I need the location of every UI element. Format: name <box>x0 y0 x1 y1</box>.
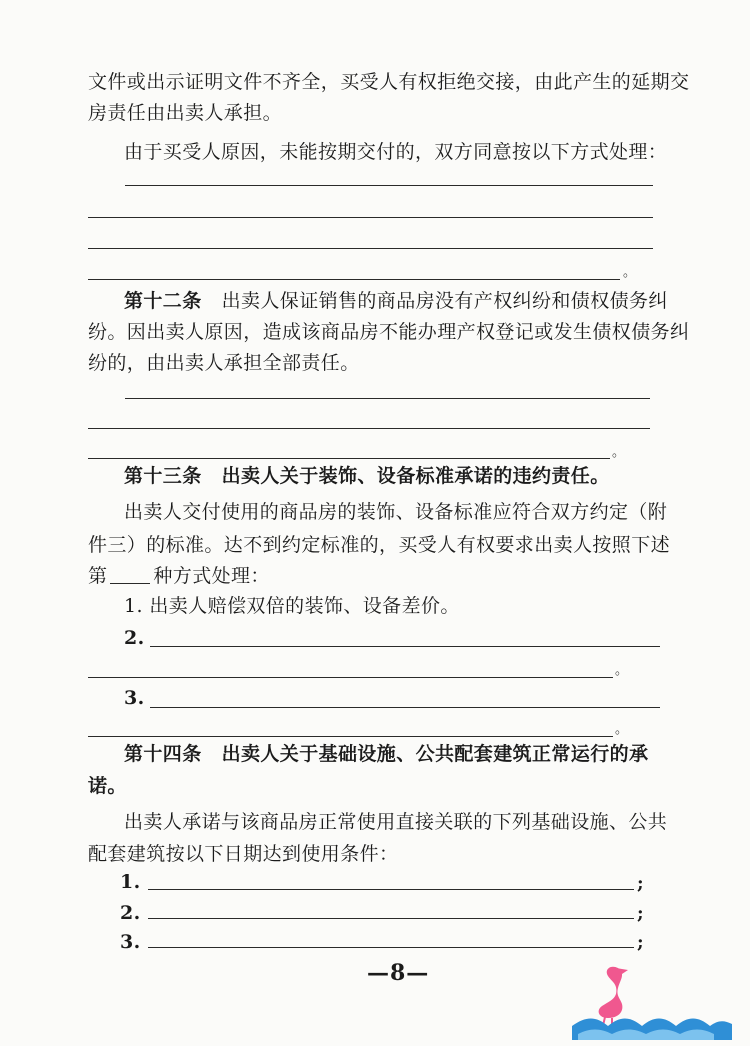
fill-in-line <box>88 248 653 249</box>
list-item: 1. 出卖人赔偿双倍的装饰、设备差价。 <box>124 595 460 617</box>
period-mark: 。 <box>612 445 626 460</box>
paragraph-line: 件三）的标准。达不到约定标准的，买受人有权要求出卖人按照下述 <box>88 534 671 556</box>
fill-in-line <box>148 889 634 890</box>
fill-in-line <box>88 217 653 218</box>
list-item-number: 2. <box>124 627 145 649</box>
semicolon-mark: ; <box>637 932 644 953</box>
paragraph-line: 配套建筑按以下日期达到使用条件： <box>88 843 399 865</box>
list-item-number: 2. <box>120 902 141 924</box>
fill-in-line <box>88 428 650 429</box>
article-12-text: 出卖人保证销售的商品房没有产权纠纷和债权债务纠 <box>221 290 668 312</box>
text-suffix: 种方式处理： <box>153 565 270 587</box>
list-item-number: 3. <box>120 931 141 953</box>
fill-in-line <box>150 646 660 647</box>
semicolon-mark: ; <box>637 903 644 924</box>
fill-in-line <box>148 918 634 919</box>
period-mark: 。 <box>615 663 629 678</box>
article-12-line1 <box>124 289 668 313</box>
paragraph-line: 出卖人承诺与该商品房正常使用直接关联的下列基础设施、公共 <box>124 811 668 833</box>
paragraph-line: 纷。因出卖人原因，造成该商品房不能办理产权登记或发生债权债务纠 <box>88 321 690 343</box>
article-13-heading <box>124 464 610 488</box>
period-mark: 。 <box>615 722 629 737</box>
flamingo-logo-icon <box>572 960 732 1040</box>
paragraph-line: 文件或出示证明文件不齐全，买受人有权拒绝交接，由此产生的延期交 <box>88 71 690 93</box>
list-item-number: 1. <box>120 871 141 893</box>
paragraph-line: 由于买受人原因，未能按期交付的，双方同意按以下方式处理： <box>124 141 668 163</box>
text-prefix: 第 <box>88 565 108 587</box>
fill-in-line <box>88 677 613 678</box>
paragraph-line-with-blank <box>88 564 270 588</box>
fill-in-line <box>88 458 610 459</box>
paragraph-line: 纷的，由出卖人承担全部责任。 <box>88 352 360 374</box>
semicolon-mark: ; <box>637 873 644 894</box>
fill-in-line <box>125 398 650 399</box>
article-13-title: 第十三条 <box>124 465 202 487</box>
article-14-heading-text: 出卖人关于基础设施、公共配套建筑正常运行的承 <box>221 743 649 765</box>
article-13-heading-text: 出卖人关于装饰、设备标准承诺的违约责任。 <box>221 465 610 487</box>
paragraph-line: 出卖人交付使用的商品房的装饰、设备标准应符合双方约定（附 <box>124 501 668 523</box>
fill-in-line <box>150 707 660 708</box>
page-number: —8— <box>367 960 430 986</box>
fill-in-line <box>125 185 653 186</box>
fill-in-line <box>88 736 613 737</box>
article-14-heading <box>124 742 648 766</box>
period-mark: 。 <box>623 265 637 280</box>
paragraph-line: 房责任由出卖人承担。 <box>88 102 283 124</box>
fill-in-blank <box>110 565 150 584</box>
paragraph-line: 诺。 <box>88 775 127 797</box>
article-12-title: 第十二条 <box>124 290 202 312</box>
fill-in-line <box>148 947 634 948</box>
fill-in-line <box>88 279 620 280</box>
list-item-number: 3. <box>124 687 145 709</box>
water-waves-icon <box>572 1019 732 1041</box>
article-14-title: 第十四条 <box>124 743 202 765</box>
